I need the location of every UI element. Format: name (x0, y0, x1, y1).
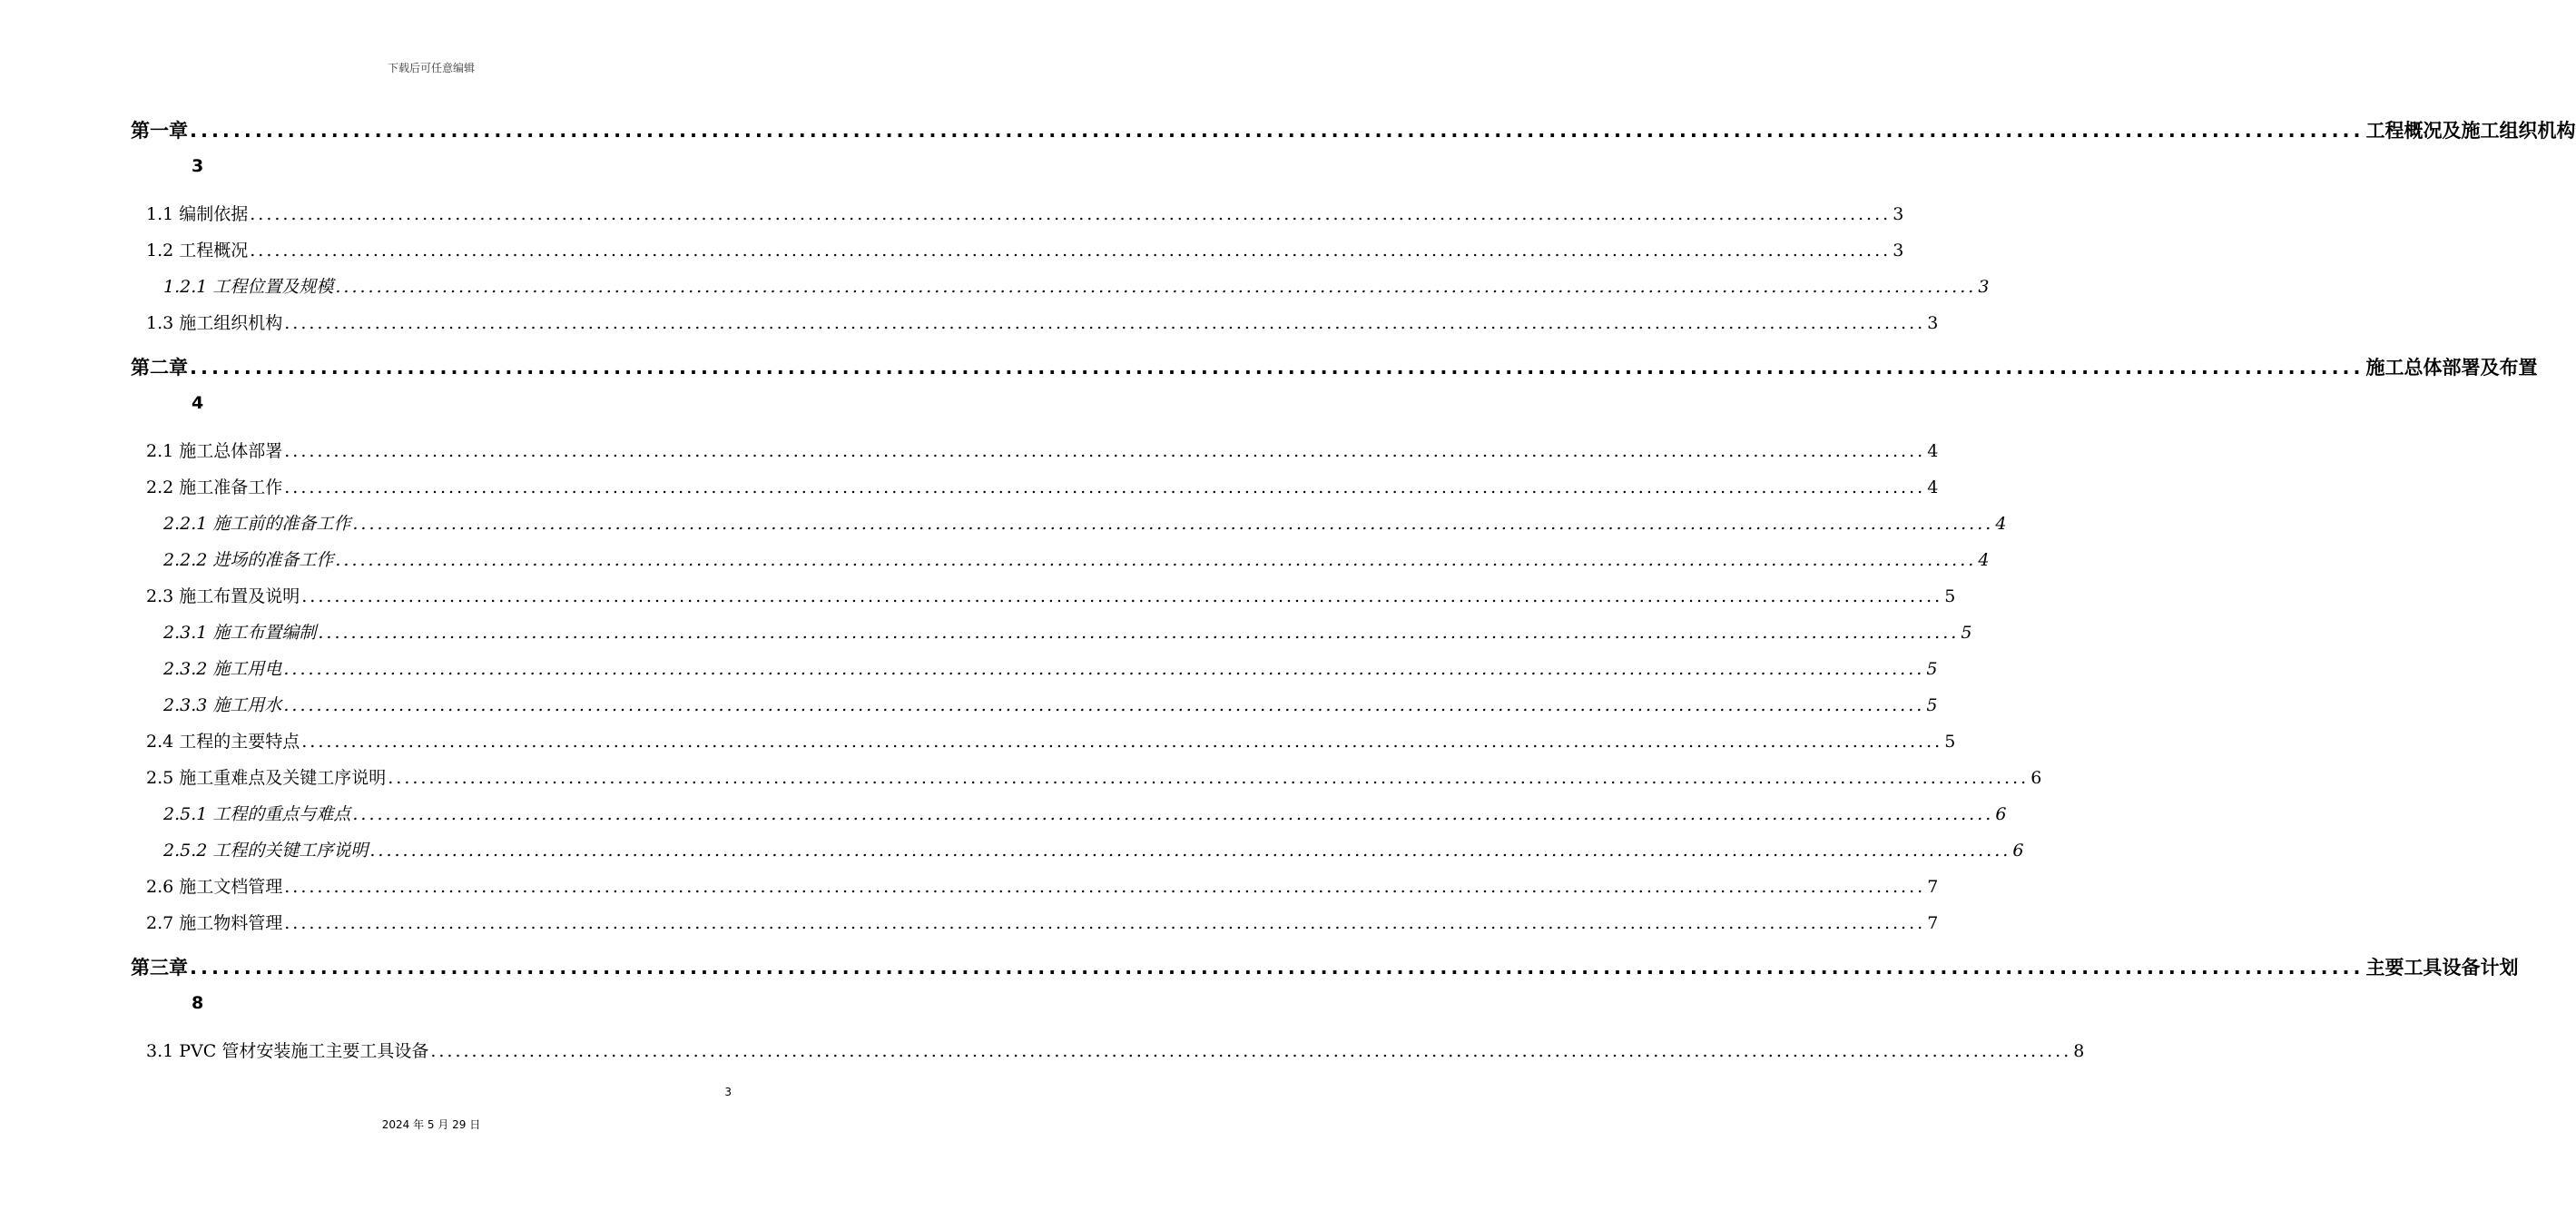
page-header: 下载后可任意编辑 (387, 62, 475, 74)
toc-leader-dots: ........................................................................................................................................................................................................ (301, 732, 1943, 752)
toc-entry-label: 2.3.1 施工布置编制 (163, 623, 317, 643)
toc-entry-page: 6 (2012, 841, 2024, 861)
toc-leader-dots: ........................................................................................................................................................................................................ (250, 204, 1892, 224)
toc-leader-dots: ........................................................................................................................................................................................................ (283, 695, 1925, 715)
toc-entry-2-3-3[interactable] (163, 692, 1938, 716)
toc-entry-2-2-1[interactable] (163, 510, 2007, 535)
toc-entry-label: 2.3.2 施工用电 (163, 659, 282, 679)
toc-entry-page: 5 (1926, 695, 1938, 715)
toc-entry-label: 1.2 工程概况 (146, 241, 249, 261)
toc-leader-dots: ........................................................................................................................................................................................................ (284, 477, 1926, 497)
toc-leader-dots: ........................................................................................................................................................................................................ (190, 120, 2365, 142)
toc-entry-page: 7 (1927, 877, 1939, 897)
toc-leader-dots: ........................................................................................................................................................................................................ (190, 957, 2365, 979)
toc-entry-page: 3 (1978, 277, 1990, 297)
toc-entry-page: 6 (2030, 768, 2042, 788)
toc-entry-1-3[interactable] (146, 310, 1939, 334)
toc-entry-2-7[interactable] (146, 910, 1939, 934)
toc-chapter-label: 第二章 (131, 357, 188, 379)
toc-entry-label: 2.1 施工总体部署 (146, 441, 283, 461)
toc-leader-dots: ........................................................................................................................................................................................................ (352, 804, 1994, 824)
page-footer-date: 2024 年 5 月 29 日 (381, 1118, 481, 1131)
toc-entry-label: 1.1 编制依据 (146, 204, 249, 224)
toc-chapter-1-page: 3 (192, 156, 204, 176)
toc-entry-label: 2.5.1 工程的重点与难点 (163, 804, 351, 824)
toc-entry-2-2-2[interactable] (163, 546, 1990, 571)
toc-entry-2-2[interactable] (146, 474, 1939, 498)
toc-leader-dots: ........................................................................................................................................................................................................ (388, 768, 2030, 788)
toc-entry-2-5[interactable] (146, 764, 2042, 789)
toc-leader-dots: ........................................................................................................................................................................................................ (318, 623, 1960, 643)
toc-entry-page: 3 (1893, 241, 1904, 261)
toc-leader-dots: ........................................................................................................................................................................................................ (335, 550, 1977, 570)
toc-leader-dots: ........................................................................................................................................................................................................ (190, 357, 2365, 379)
toc-leader-dots: ........................................................................................................................................................................................................ (284, 877, 1926, 897)
page-number: 3 (724, 1086, 732, 1098)
toc-entry-1-2-1[interactable] (163, 273, 1990, 298)
toc-entry-label: 3.1 PVC 管材安装施工主要工具设备 (146, 1041, 429, 1061)
toc-entry-label: 2.2 施工准备工作 (146, 477, 283, 497)
toc-chapter-2-page: 4 (192, 393, 204, 413)
toc-entry-page: 7 (1927, 913, 1939, 933)
toc-leader-dots: ........................................................................................................................................................................................................ (284, 441, 1926, 461)
toc-entry-2-4[interactable] (146, 728, 1956, 753)
toc-leader-dots: ........................................................................................................................................................................................................ (335, 277, 1977, 297)
toc-entry-2-1[interactable] (146, 438, 1939, 462)
toc-leader-dots: ........................................................................................................................................................................................................ (369, 841, 2011, 861)
toc-entry-label: 1.3 施工组织机构 (146, 313, 283, 333)
toc-chapter-label: 第三章 (131, 957, 188, 979)
toc-entry-page: 3 (1927, 313, 1939, 333)
toc-chapter-1[interactable] (131, 116, 2576, 143)
toc-entry-3-1[interactable] (146, 1038, 2085, 1062)
toc-entry-label: 2.2.2 进场的准备工作 (163, 550, 334, 570)
toc-chapter-3-page: 8 (192, 993, 204, 1013)
toc-entry-page: 4 (1927, 441, 1939, 461)
toc-entry-2-3-2[interactable] (163, 655, 1938, 680)
toc-entry-page: 5 (1926, 659, 1938, 679)
toc-entry-label: 2.5.2 工程的关键工序说明 (163, 841, 369, 861)
toc-entry-page: 8 (2073, 1041, 2085, 1061)
toc-entry-label: 2.3 施工布置及说明 (146, 586, 300, 606)
toc-chapter-label: 第一章 (131, 120, 188, 142)
toc-entry-2-5-2[interactable] (163, 837, 2024, 861)
toc-leader-dots: ........................................................................................................................................................................................................ (284, 313, 1926, 333)
toc-entry-label: 2.5 施工重难点及关键工序说明 (146, 768, 387, 788)
toc-entry-2-6[interactable] (146, 873, 1939, 898)
toc-chapter-title: 施工总体部署及布置 (2365, 357, 2538, 379)
toc-entry-label: 2.3.3 施工用水 (163, 695, 282, 715)
toc-entry-label: 2.6 施工文档管理 (146, 877, 283, 897)
toc-leader-dots: ........................................................................................................................................................................................................ (430, 1041, 2072, 1061)
toc-entry-page: 6 (1995, 804, 2007, 824)
toc-entry-label: 2.2.1 施工前的准备工作 (163, 514, 351, 534)
toc-chapter-title: 主要工具设备计划 (2365, 957, 2519, 979)
toc-entry-page: 5 (1944, 732, 1956, 752)
toc-leader-dots: ........................................................................................................................................................................................................ (250, 241, 1892, 261)
toc-leader-dots: ........................................................................................................................................................................................................ (284, 913, 1926, 933)
toc-entry-page: 4 (1995, 514, 2007, 534)
toc-leader-dots: ........................................................................................................................................................................................................ (301, 586, 1943, 606)
toc-entry-page: 5 (1961, 623, 1972, 643)
toc-entry-label: 2.7 施工物料管理 (146, 913, 283, 933)
toc-entry-1-1[interactable] (146, 201, 1904, 225)
toc-entry-label: 2.4 工程的主要特点 (146, 732, 300, 752)
toc-leader-dots: ........................................................................................................................................................................................................ (283, 659, 1925, 679)
toc-entry-page: 4 (1927, 477, 1939, 497)
toc-entry-2-3[interactable] (146, 583, 1956, 607)
toc-leader-dots: ........................................................................................................................................................................................................ (352, 514, 1994, 534)
toc-chapter-2[interactable] (131, 353, 2538, 380)
toc-chapter-title: 工程概况及施工组织机构 (2365, 120, 2576, 142)
toc-entry-page: 5 (1944, 586, 1956, 606)
toc-entry-label: 1.2.1 工程位置及规模 (163, 277, 334, 297)
toc-entry-1-2[interactable] (146, 237, 1904, 261)
toc-chapter-3[interactable] (131, 953, 2519, 980)
toc-entry-2-3-1[interactable] (163, 619, 1972, 644)
toc-entry-page: 4 (1978, 550, 1990, 570)
toc-entry-page: 3 (1893, 204, 1904, 224)
toc-entry-2-5-1[interactable] (163, 801, 2007, 825)
